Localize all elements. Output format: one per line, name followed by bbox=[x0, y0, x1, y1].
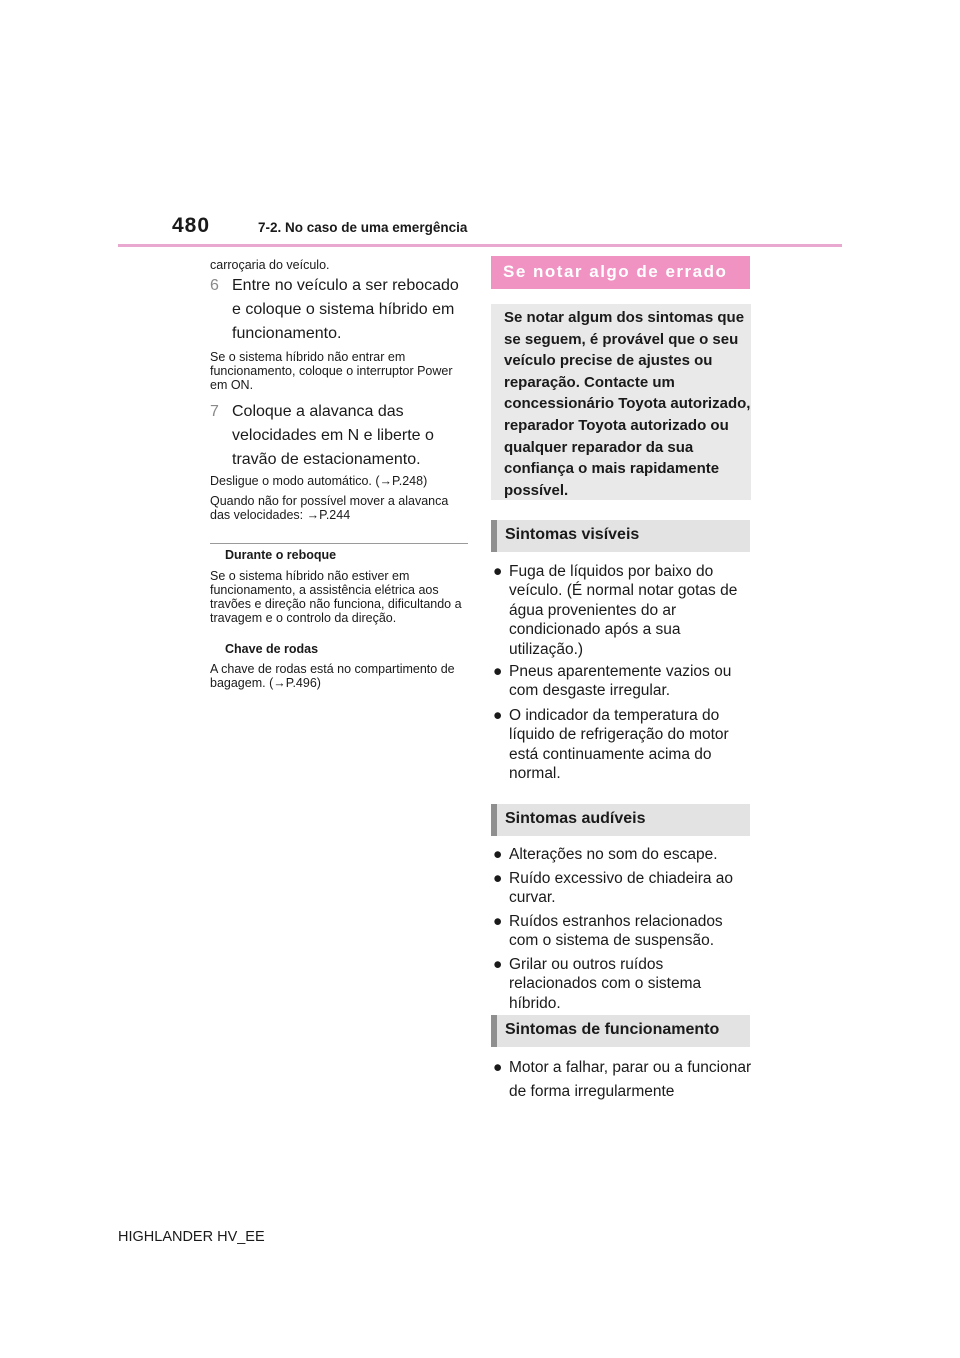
bullet-icon: ● bbox=[493, 563, 503, 580]
step-6-number: 6 bbox=[210, 277, 219, 294]
visible-symptoms-heading-text: Sintomas visíveis bbox=[505, 526, 640, 543]
bullet-icon: ● bbox=[493, 870, 503, 887]
callout-text: Se notar algum dos sintomas que se seguem, é provável que o seu veículo precise de ajustes ou reparação. Contacte um concessionário Toyota autorizado, reparador Toyota autorizado ou qualquer reparador da sua confiança o mais rapidamente possível. bbox=[504, 309, 751, 499]
list-item: ● Grilar ou outros ruídos relacionados com o sistema híbrido. bbox=[493, 956, 702, 1012]
footer-model: HIGHLANDER HV_EE bbox=[118, 1229, 265, 1245]
section-title: 7-2. No caso de uma emergência bbox=[258, 220, 468, 235]
list-item: ● Pneus aparentemente vazios ou com desgaste irregular. bbox=[493, 663, 732, 700]
bullet-icon: ● bbox=[493, 663, 503, 680]
bullet-icon: ● bbox=[493, 846, 503, 863]
note-auto-mode: Desligue o modo automático. (→P.248) bbox=[210, 474, 428, 488]
step-7-number: 7 bbox=[210, 403, 219, 420]
bullet-icon: ● bbox=[493, 913, 503, 930]
step-6-text: Entre no veículo a ser rebocado e coloque o sistema híbrido em funcionamento. bbox=[232, 277, 459, 342]
section-banner bbox=[491, 256, 750, 289]
intro-line: carroçaria do veículo. bbox=[210, 258, 330, 272]
wheel-wrench-text: A chave de rodas está no compartimento de bagagem. (→P.496) bbox=[210, 662, 455, 690]
audible-symptoms-heading bbox=[491, 804, 750, 836]
list-item: ● O indicador da temperatura do líquido de refrigeração do motor está continuamente acima do normal. bbox=[493, 707, 729, 783]
bullet-icon: ● bbox=[493, 1059, 503, 1076]
step-6 bbox=[210, 274, 470, 346]
operational-symptoms-heading bbox=[491, 1015, 750, 1047]
note-shift-lever: Quando não for possível mover a alavanca das velocidades: →P.244 bbox=[210, 494, 449, 522]
section-divider bbox=[210, 543, 468, 544]
list-item: ● Alterações no som do escape. bbox=[493, 846, 718, 863]
towing-heading: Durante o reboque bbox=[225, 548, 337, 562]
bullet-icon: ● bbox=[493, 956, 503, 973]
header-rule bbox=[118, 244, 842, 247]
visible-symptoms-heading bbox=[491, 520, 750, 552]
list-item: ● Motor a falhar, parar ou a funcionar de forma irregularmente bbox=[493, 1056, 755, 1104]
step-7 bbox=[210, 400, 470, 472]
towing-text: Se o sistema híbrido não estiver em funcionamento, a assistência elétrica aos travões e direção não funciona, dificultando a travagem e o controlo da direção. bbox=[210, 569, 462, 625]
step-7-text: Coloque a alavanca das velocidades em N e liberte o travão de estacionamento. bbox=[232, 403, 434, 468]
bullet-icon: ● bbox=[493, 707, 503, 724]
banner-title: Se notar algo de errado bbox=[503, 262, 728, 281]
wheel-wrench-heading: Chave de rodas bbox=[225, 642, 319, 656]
list-item: ● Fuga de líquidos por baixo do veículo. (É normal notar gotas de água provenientes do ar condicionado após a sua utilização.) bbox=[493, 563, 738, 658]
audible-symptoms-heading-text: Sintomas audíveis bbox=[505, 810, 646, 827]
list-item: ● Ruídos estranhos relacionados com o sistema de suspensão. bbox=[493, 913, 723, 950]
operational-symptoms-heading-text: Sintomas de funcionamento bbox=[505, 1021, 720, 1038]
note-power-on: Se o sistema híbrido não entrar em funcionamento, coloque o interruptor Power em ON. bbox=[210, 350, 453, 392]
list-item: ● Ruído excessivo de chiadeira ao curvar. bbox=[493, 870, 734, 907]
page-number: 480 bbox=[172, 214, 211, 237]
warning-callout bbox=[491, 304, 751, 500]
